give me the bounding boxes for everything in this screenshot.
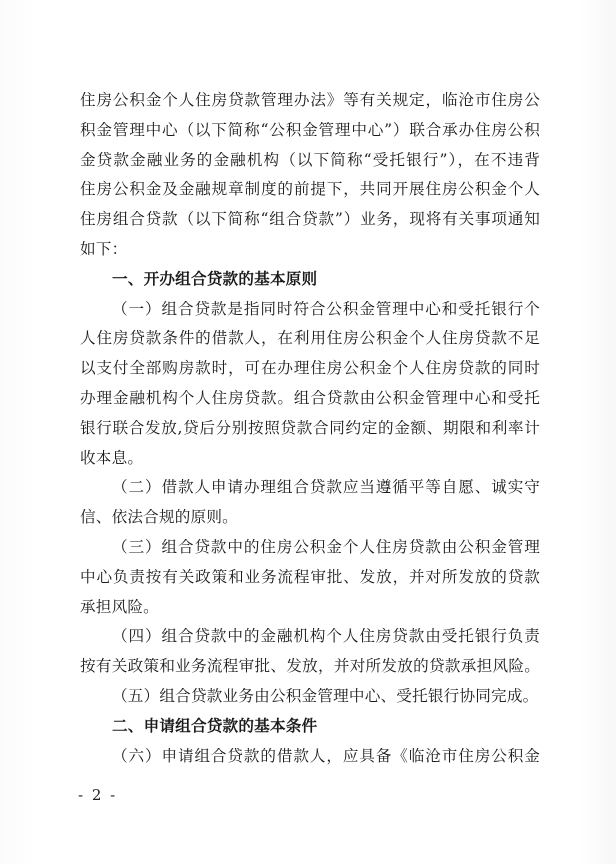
paragraph-item-4 [80, 622, 540, 682]
text-line: （三）组合贷款中的住房公积金个人住房贷款由公积金管理 [112, 537, 540, 556]
text-line: 如下： [80, 239, 128, 258]
paragraph-item-1 [80, 295, 540, 474]
text-line: 中心负责按有关政策和业务流程审批、发放，并对所发放的贷款 [80, 567, 540, 586]
text-line: 金贷款金融业务的金融机构（以下简称“受托银行”），在不违背 [80, 150, 540, 169]
paragraph-item-6 [80, 742, 540, 772]
text-line: （二）借款人申请办理组合贷款应当遵循平等自愿、诚实守 [112, 478, 540, 497]
text-line: （四）组合贷款中的金融机构个人住房贷款由受托银行负责 [112, 627, 540, 646]
text-line: 住房公积金及金融规章制度的前提下，共同开展住房公积金个人 [80, 180, 540, 199]
section-heading-2: 二、申请组合贷款的基本条件 [112, 716, 318, 735]
page-number: - 2 - [78, 786, 118, 804]
text-line: 以支付全部购房款时，可在办理住房公积金个人住房贷款的同时 [80, 359, 540, 378]
text-line: 住房组合贷款（以下简称“组合贷款”）业务，现将有关事项通知 [80, 210, 540, 229]
text-line: 收本息。 [80, 448, 144, 467]
text-line: 住房公积金个人住房贷款管理办法》等有关规定，临沧市住房公 [80, 91, 540, 109]
section-heading-1: 一、开办组合贷款的基本原则 [112, 269, 318, 288]
text-line: 按有关政策和业务流程审批、发放，并对所发放的贷款承担风险。 [80, 657, 540, 676]
text-line: （六）申请组合贷款的借款人，应具备《临沧市住房公积金 [112, 746, 540, 765]
paragraph-item-3 [80, 533, 540, 622]
paragraph-item-2 [80, 473, 540, 533]
text-line: 信、依法合规的原则。 [80, 508, 238, 527]
document-body [80, 86, 540, 771]
text-line: 办理金融机构个人住房贷款。组合贷款由公积金管理中心和受托 [80, 388, 540, 407]
text-line: 承担风险。 [80, 597, 159, 616]
text-line: 银行联合发放,贷后分别按照贷款合同约定的金额、期限和利率计 [80, 418, 540, 437]
intro-paragraph [80, 86, 540, 265]
text-line: （五）组合贷款业务由公积金管理中心、受托银行协同完成。 [112, 686, 539, 705]
text-line: （一）组合贷款是指同时符合公积金管理中心和受托银行个 [112, 299, 540, 318]
text-line: 人住房贷款条件的借款人，在利用住房公积金个人住房贷款不足 [80, 329, 540, 348]
text-line: 积金管理中心（以下简称“公积金管理中心”）联合承办住房公积 [80, 120, 540, 139]
paragraph-item-5 [80, 682, 540, 712]
